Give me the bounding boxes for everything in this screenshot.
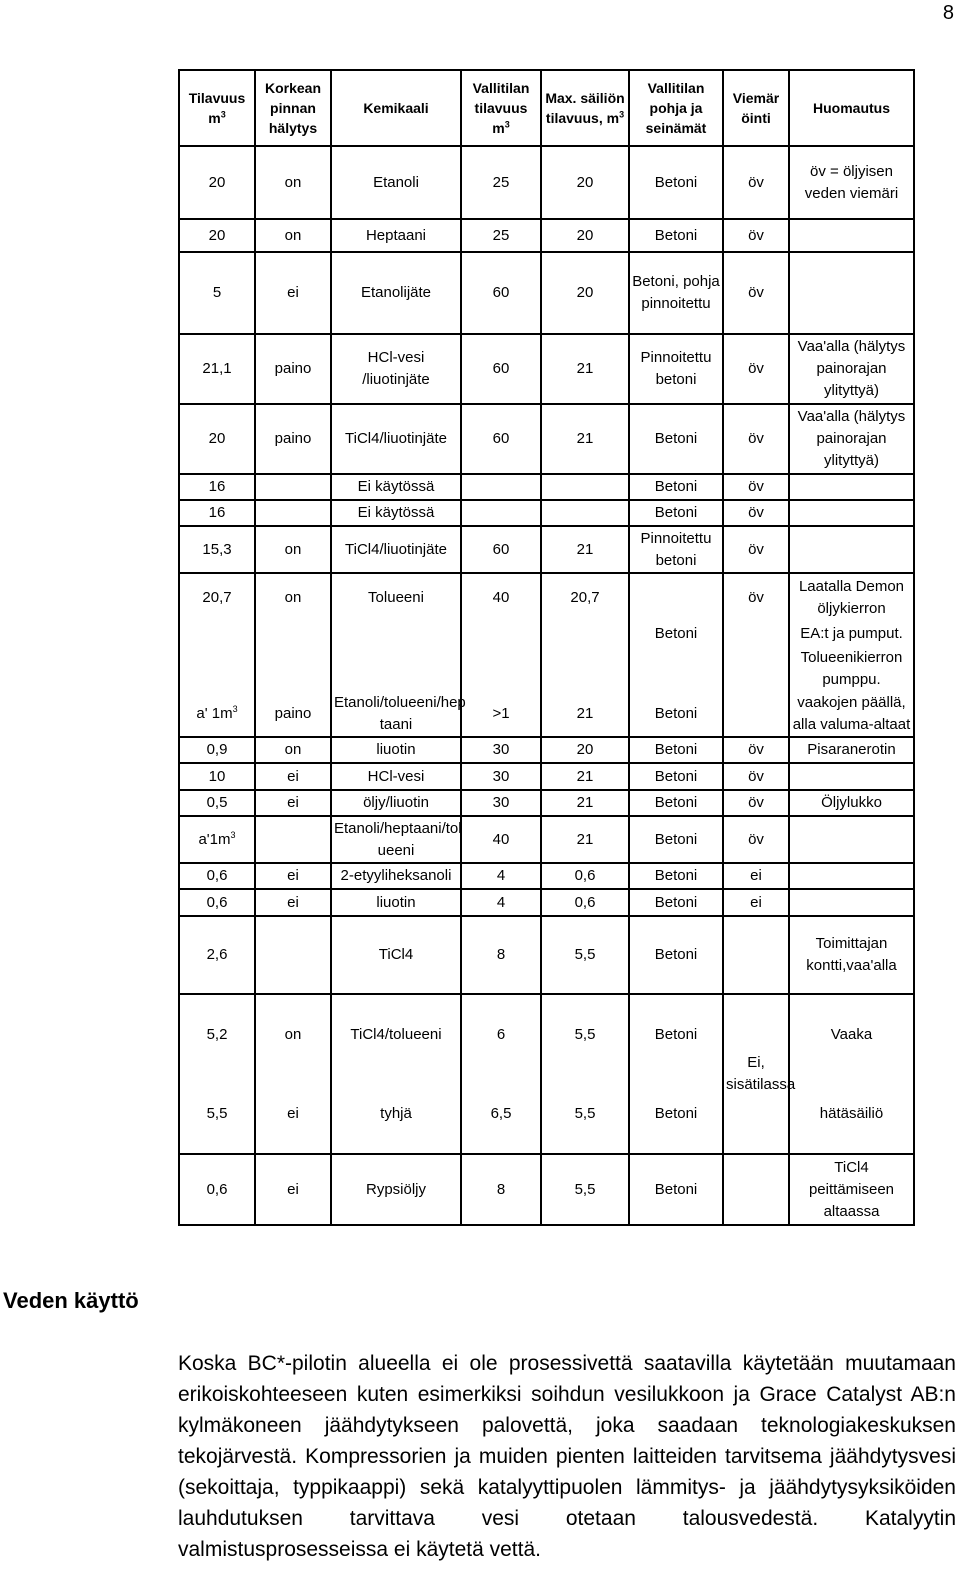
cell-max-tilavuus [541, 621, 629, 646]
cell-pohja: Pinnoitettu betoni [629, 526, 723, 573]
cell-max-tilavuus: 21 [541, 334, 629, 404]
table-row [179, 1074, 914, 1154]
table-row [179, 219, 914, 252]
cell-halytys [255, 816, 331, 863]
cell-tilavuus: 2,6 [179, 916, 255, 994]
cell-huomautus [789, 474, 914, 500]
cell-max-tilavuus: 20,7 [541, 573, 629, 621]
cell-vallitilan-tilavuus: 25 [461, 219, 541, 252]
cell-viemarointi: öv [723, 500, 789, 526]
cell-tilavuus: a' $1m^3$ [179, 691, 255, 737]
header-korkean-pinnan-halytys: Korkean pinnan hälytys [255, 70, 331, 146]
cell-vallitilan-tilavuus [461, 646, 541, 691]
header-tilavuus: Tilavuus $m^3$ [179, 70, 255, 146]
cell-tilavuus [179, 646, 255, 691]
cell-viemarointi: öv [723, 526, 789, 573]
cell-huomautus: Öljylukko [789, 790, 914, 816]
cell-kemikaali [331, 646, 461, 691]
cell-pohja: Betoni [629, 474, 723, 500]
cell-viemarointi: öv [723, 404, 789, 474]
cell-tilavuus [179, 621, 255, 646]
table-row [179, 146, 914, 219]
cell-halytys [255, 916, 331, 994]
section-paragraph: Koska BC*-pilotin alueella ei ole prosessivettä saatavilla käytetään muutamaan erikoiskohteeseen kuten esimerkiksi soihdun vesilukkoon ja Grace Catalyst AB:n kylmäkoneen jäähdytykseen palovettä, joka saadaan teknologiakeskuksen tekojärvestä. Kompressorien ja muiden pienten laitteiden tarvitsema jäähdytysvesi (sekoittaja, typpikaappi) sekä katalyyttipuolen lämmitys- ja jäähdytysyksiköiden lauhdutuksen tarvittava vesi otetaan talousvedestä. Katalyytin valmistusprosesseissa ei käytetä vettä. [178, 1352, 956, 1561]
cell-pohja: Betoni [629, 146, 723, 219]
cell-max-tilavuus: 5,5 [541, 994, 629, 1074]
cell-tilavuus: 15,3 [179, 526, 255, 573]
cell-halytys: on [255, 526, 331, 573]
cell-halytys: on [255, 219, 331, 252]
cell-pohja: Betoni [629, 889, 723, 916]
cell-viemarointi: öv [723, 334, 789, 404]
cell-pohja: Betoni [629, 737, 723, 763]
cell-halytys: ei [255, 889, 331, 916]
cell-kemikaali: Etanoli [331, 146, 461, 219]
cell-vallitilan-tilavuus: 30 [461, 763, 541, 790]
cell-max-tilavuus: 20 [541, 252, 629, 334]
cell-halytys: on [255, 737, 331, 763]
cell-viemarointi: öv [723, 146, 789, 219]
cell-huomautus: hätäsäiliö [789, 1074, 914, 1154]
cell-halytys [255, 500, 331, 526]
cell-vallitilan-tilavuus: 40 [461, 573, 541, 621]
table-row [179, 474, 914, 500]
cell-pohja: Betoni [629, 863, 723, 889]
cell-tilavuus: 10 [179, 763, 255, 790]
cell-halytys: on [255, 573, 331, 621]
cell-pohja: Betoni [629, 790, 723, 816]
cell-halytys: ei [255, 1154, 331, 1225]
header-kemikaali: Kemikaali [331, 70, 461, 146]
cell-kemikaali: TiCl4/liuotinjäte [331, 526, 461, 573]
cell-tilavuus: 20 [179, 219, 255, 252]
cell-viemarointi: öv [723, 573, 789, 621]
cell-vallitilan-tilavuus: 25 [461, 146, 541, 219]
table-row [179, 816, 914, 863]
cell-tilavuus: 0,6 [179, 863, 255, 889]
cell-tilavuus: 16 [179, 474, 255, 500]
cell-huomautus: Laatalla Demon öljykierron [789, 573, 914, 621]
cell-max-tilavuus: 21 [541, 790, 629, 816]
cell-halytys: ei [255, 1074, 331, 1154]
cell-tilavuus: 20,7 [179, 573, 255, 621]
cell-halytys: ei [255, 790, 331, 816]
cell-viemarointi [723, 916, 789, 994]
cell-tilavuus: 20 [179, 404, 255, 474]
cell-vallitilan-tilavuus [461, 621, 541, 646]
table-row [179, 334, 914, 404]
cell-huomautus [789, 763, 914, 790]
cell-huomautus: Toimittajan kontti,vaa'alla [789, 916, 914, 994]
cell-pohja: Betoni [629, 404, 723, 474]
storage-table [178, 69, 915, 1226]
section-title: Veden käyttö [3, 1288, 139, 1313]
cell-kemikaali: Ei käytössä [331, 500, 461, 526]
cell-vallitilan-tilavuus: 60 [461, 404, 541, 474]
cell-viemarointi [723, 691, 789, 737]
cell-pohja: Betoni, pohja pinnoitettu [629, 252, 723, 334]
cell-vallitilan-tilavuus: 30 [461, 790, 541, 816]
cell-huomautus: Tolueenikierron pumppu. [789, 646, 914, 691]
cell-halytys: ei [255, 863, 331, 889]
table-row [179, 916, 914, 994]
cell-tilavuus: 5 [179, 252, 255, 334]
cell-kemikaali: TiCl4/tolueeni [331, 994, 461, 1074]
cell-max-tilavuus: 21 [541, 816, 629, 863]
cell-huomautus [789, 500, 914, 526]
cell-max-tilavuus: 21 [541, 404, 629, 474]
table-row [179, 994, 914, 1074]
cell-pohja: Betoni [629, 994, 723, 1074]
cell-halytys [255, 646, 331, 691]
cell-max-tilavuus: 21 [541, 691, 629, 737]
cell-viemarointi [723, 621, 789, 646]
cell-max-tilavuus: 5,5 [541, 1154, 629, 1225]
table-row [179, 500, 914, 526]
cell-halytys [255, 621, 331, 646]
cell-kemikaali: 2-etyyliheksanoli [331, 863, 461, 889]
cell-kemikaali: Rypsiöljy [331, 1154, 461, 1225]
header-max-sailion-tilavuus: Max. säiliön tilavuus, $m^3$ [541, 70, 629, 146]
cell-max-tilavuus: 0,6 [541, 889, 629, 916]
table-row [179, 763, 914, 790]
cell-pohja: Betoni [629, 219, 723, 252]
cell-pohja: Betoni [629, 763, 723, 790]
cell-kemikaali: liuotin [331, 737, 461, 763]
cell-max-tilavuus [541, 474, 629, 500]
cell-viemarointi: öv [723, 474, 789, 500]
cell-huomautus: EA:t ja pumput. [789, 621, 914, 646]
cell-halytys: on [255, 146, 331, 219]
cell-viemarointi [723, 646, 789, 691]
table-row [179, 404, 914, 474]
table-row [179, 691, 914, 737]
page-number: 8 [942, 2, 954, 24]
cell-pohja: Betoni [629, 816, 723, 863]
cell-pohja: Betoni [629, 621, 723, 646]
cell-kemikaali: öljy/liuotin [331, 790, 461, 816]
cell-huomautus: Vaaka [789, 994, 914, 1074]
table-row [179, 573, 914, 621]
cell-halytys: on [255, 994, 331, 1074]
cell-max-tilavuus: 21 [541, 526, 629, 573]
cell-vallitilan-tilavuus: 4 [461, 863, 541, 889]
cell-huomautus: Vaa'alla (hälytys painorajan ylityttyä) [789, 334, 914, 404]
cell-halytys: paino [255, 404, 331, 474]
cell-halytys: ei [255, 763, 331, 790]
cell-kemikaali: HCl-vesi [331, 763, 461, 790]
cell-tilavuus: 0,6 [179, 889, 255, 916]
table-header-row [179, 70, 914, 146]
cell-huomautus [789, 816, 914, 863]
cell-pohja: Betoni [629, 1074, 723, 1154]
cell-vallitilan-tilavuus: 4 [461, 889, 541, 916]
cell-viemarointi: öv [723, 816, 789, 863]
cell-tilavuus: 5,2 [179, 994, 255, 1074]
table-row [179, 252, 914, 334]
cell-tilavuus: 21,1 [179, 334, 255, 404]
cell-kemikaali: liuotin [331, 889, 461, 916]
table-row [179, 526, 914, 573]
cell-pohja: Betoni [629, 1154, 723, 1225]
cell-max-tilavuus: 20 [541, 737, 629, 763]
cell-vallitilan-tilavuus: 30 [461, 737, 541, 763]
cell-pohja: Betoni [629, 500, 723, 526]
table-row [179, 863, 914, 889]
cell-huomautus [789, 219, 914, 252]
cell-viemarointi: öv [723, 219, 789, 252]
cell-huomautus: Vaa'alla (hälytys painorajan ylityttyä) [789, 404, 914, 474]
cell-vallitilan-tilavuus: 40 [461, 816, 541, 863]
cell-tilavuus: 0,9 [179, 737, 255, 763]
cell-kemikaali: TiCl4/liuotinjäte [331, 404, 461, 474]
cell-huomautus: vaakojen päällä, alla valuma-altaat [789, 691, 914, 737]
cell-max-tilavuus: 20 [541, 146, 629, 219]
table-row [179, 889, 914, 916]
cell-kemikaali: Etanolijäte [331, 252, 461, 334]
cell-viemarointi: ei [723, 863, 789, 889]
cell-vallitilan-tilavuus: 8 [461, 1154, 541, 1225]
cell-pohja: Pinnoitettu betoni [629, 334, 723, 404]
header-pohja-ja-seinamat: Vallitilan pohja ja seinämät [629, 70, 723, 146]
cell-vallitilan-tilavuus: >1 [461, 691, 541, 737]
cell-huomautus [789, 863, 914, 889]
cell-kemikaali: TiCl4 [331, 916, 461, 994]
cell-huomautus: Pisaranerotin [789, 737, 914, 763]
cell-viemarointi [723, 1154, 789, 1225]
cell-halytys [255, 474, 331, 500]
cell-kemikaali [331, 621, 461, 646]
cell-kemikaali: tyhjä [331, 1074, 461, 1154]
cell-halytys: paino [255, 334, 331, 404]
storage-table-container [178, 69, 915, 1226]
cell-kemikaali: Etanoli/heptaani/tol ueeni [331, 816, 461, 863]
cell-max-tilavuus: 0,6 [541, 863, 629, 889]
cell-viemarointi: öv [723, 790, 789, 816]
table-row [179, 737, 914, 763]
cell-pohja [629, 573, 723, 621]
cell-viemarointi: ei [723, 889, 789, 916]
cell-kemikaali: Etanoli/tolueeni/hep taani [331, 691, 461, 737]
table-row [179, 646, 914, 691]
cell-huomautus [789, 526, 914, 573]
cell-max-tilavuus: 5,5 [541, 1074, 629, 1154]
table-row [179, 1154, 914, 1225]
cell-viemarointi: öv [723, 763, 789, 790]
cell-pohja: Betoni [629, 916, 723, 994]
cell-viemarointi: öv [723, 252, 789, 334]
cell-viemarointi: öv [723, 737, 789, 763]
cell-viemarointi: Ei, sisätilassa [723, 994, 789, 1154]
cell-pohja [629, 646, 723, 691]
table-row [179, 621, 914, 646]
cell-max-tilavuus [541, 500, 629, 526]
cell-max-tilavuus: 20 [541, 219, 629, 252]
cell-tilavuus: 16 [179, 500, 255, 526]
cell-max-tilavuus: 21 [541, 763, 629, 790]
cell-huomautus [789, 252, 914, 334]
cell-kemikaali: HCl-vesi /liuotinjäte [331, 334, 461, 404]
cell-vallitilan-tilavuus: 60 [461, 334, 541, 404]
cell-tilavuus: 5,5 [179, 1074, 255, 1154]
cell-pohja: Betoni [629, 691, 723, 737]
cell-vallitilan-tilavuus [461, 500, 541, 526]
cell-huomautus [789, 889, 914, 916]
table-row [179, 790, 914, 816]
cell-kemikaali: Tolueeni [331, 573, 461, 621]
cell-huomautus: öv = öljyisen veden viemäri [789, 146, 914, 219]
cell-tilavuus: 0,6 [179, 1154, 255, 1225]
header-huomautus: Huomautus [789, 70, 914, 146]
cell-huomautus: TiCl4 peittämiseen altaassa [789, 1154, 914, 1225]
cell-vallitilan-tilavuus: 60 [461, 252, 541, 334]
cell-max-tilavuus [541, 646, 629, 691]
cell-vallitilan-tilavuus: 6,5 [461, 1074, 541, 1154]
cell-vallitilan-tilavuus [461, 474, 541, 500]
cell-kemikaali: Heptaani [331, 219, 461, 252]
cell-tilavuus: 0,5 [179, 790, 255, 816]
cell-tilavuus: $a'1m^3$ [179, 816, 255, 863]
cell-halytys: ei [255, 252, 331, 334]
cell-vallitilan-tilavuus: 6 [461, 994, 541, 1074]
cell-max-tilavuus: 5,5 [541, 916, 629, 994]
header-viemarointi: Viemär öinti [723, 70, 789, 146]
cell-vallitilan-tilavuus: 8 [461, 916, 541, 994]
cell-tilavuus: 20 [179, 146, 255, 219]
header-vallitilan-tilavuus: Vallitilan tilavuus $m^3$ [461, 70, 541, 146]
cell-vallitilan-tilavuus: 60 [461, 526, 541, 573]
cell-halytys: paino [255, 691, 331, 737]
cell-kemikaali: Ei käytössä [331, 474, 461, 500]
